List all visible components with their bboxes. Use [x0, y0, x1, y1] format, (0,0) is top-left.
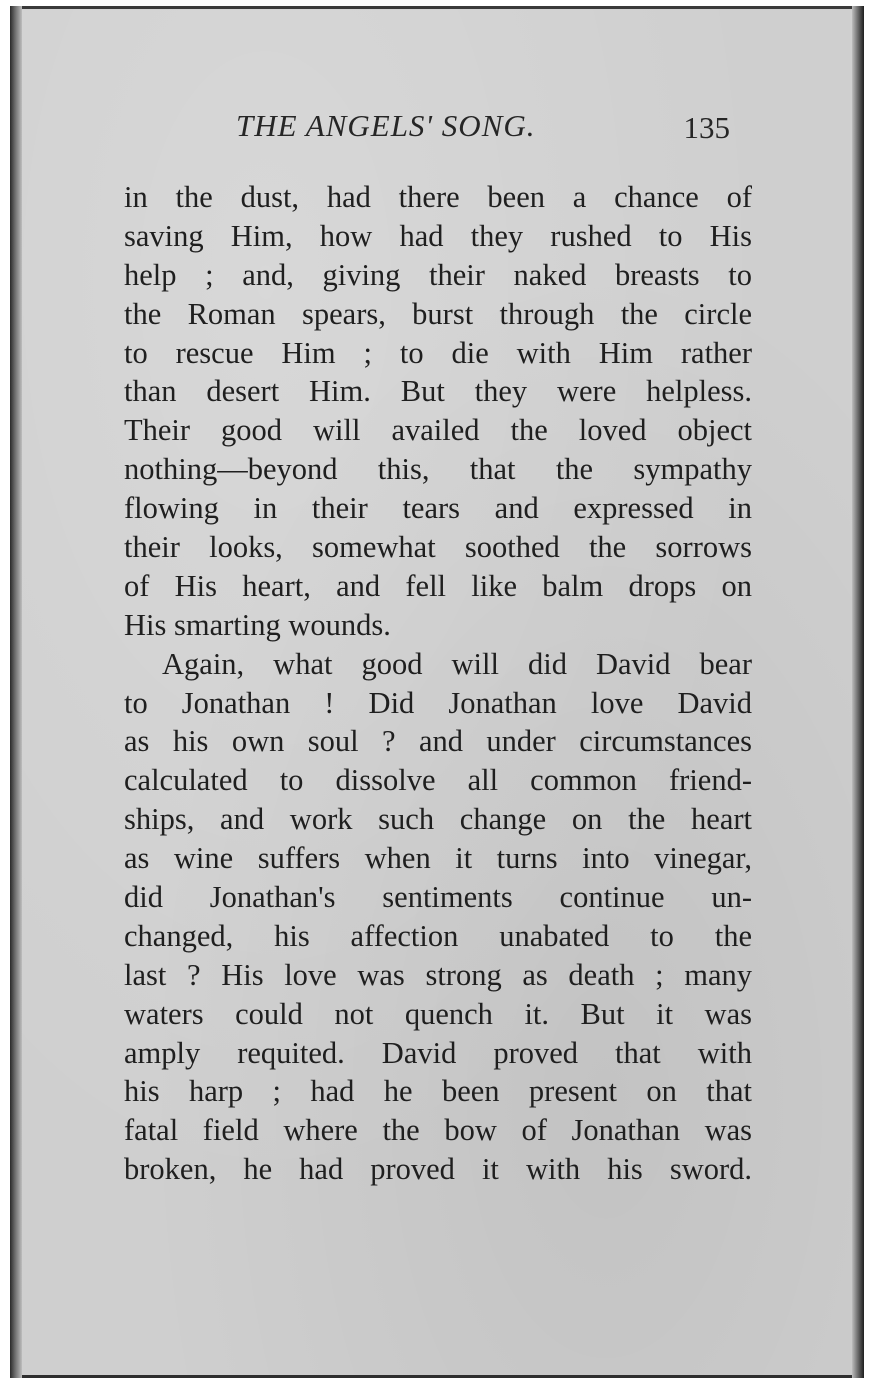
- text-line: nothing—beyond this, that the sympathy: [124, 452, 752, 487]
- text-line: his harp ; had he been present on that: [124, 1074, 752, 1109]
- text-line: broken, he had proved it with his sword.: [124, 1152, 752, 1187]
- text-line: as wine suffers when it turns into vinegar,: [124, 841, 752, 876]
- text-line: changed, his affection unabated to the: [124, 918, 752, 953]
- text-line: Their good will availed the loved object: [124, 413, 752, 448]
- text-line: calculated to dissolve all common friend-: [124, 763, 752, 798]
- text-line: their looks, somewhat soothed the sorrows: [124, 530, 752, 565]
- text-line: of His heart, and fell like balm drops on: [124, 568, 752, 603]
- text-line: the Roman spears, burst through the circle: [124, 296, 752, 331]
- text-line: in the dust, had there been a chance of: [124, 180, 752, 214]
- paragraph-2: [124, 645, 752, 1189]
- running-head-title: THE ANGELS' SONG.: [236, 108, 536, 143]
- page-number: 135: [683, 110, 730, 145]
- text-line: help ; and, giving their naked breasts to: [124, 257, 752, 292]
- running-head: [120, 108, 740, 152]
- text-line: flowing in their tears and expressed in: [124, 491, 752, 526]
- text-line: did Jonathan's sentiments continue un-: [124, 880, 752, 915]
- text-line: His smarting wounds.: [124, 607, 391, 642]
- text-line: saving Him, how had they rushed to His: [124, 218, 752, 253]
- text-line: last ? His love was strong as death ; many: [124, 957, 752, 992]
- text-line: amply requited. David proved that with: [124, 1035, 752, 1070]
- text-line: to rescue Him ; to die with Him rather: [124, 335, 752, 370]
- body-text: [124, 178, 752, 1189]
- text-line: to Jonathan ! Did Jonathan love David: [124, 685, 752, 720]
- text-line: fatal field where the bow of Jonathan was: [124, 1113, 752, 1148]
- text-line: waters could not quench it. But it was: [124, 996, 752, 1031]
- text-line: than desert Him. But they were helpless.: [124, 374, 752, 409]
- text-line: as his own soul ? and under circumstances: [124, 724, 752, 759]
- page-gutter-shadow: [10, 6, 22, 1378]
- text-line: Again, what good will did David bear: [162, 646, 752, 681]
- text-line: ships, and work such change on the heart: [124, 802, 752, 837]
- paragraph-1: [124, 178, 752, 645]
- page-edge-shadow: [852, 6, 864, 1378]
